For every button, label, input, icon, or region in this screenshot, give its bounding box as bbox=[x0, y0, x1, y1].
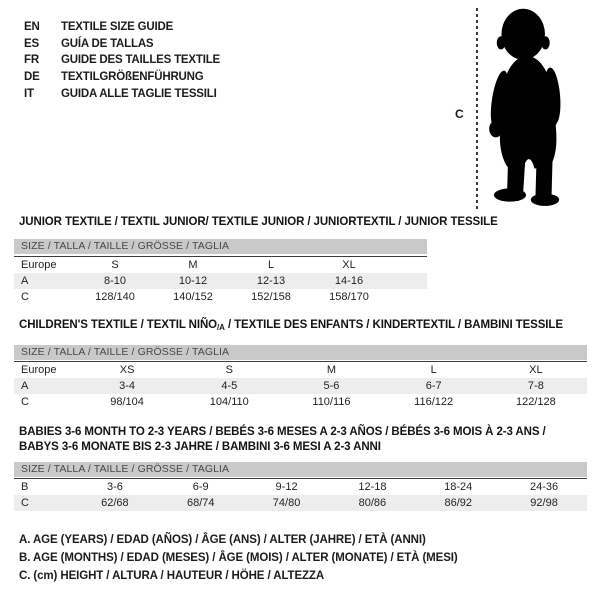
language-row bbox=[24, 19, 220, 36]
size-value-cell: 110/116 bbox=[312, 395, 351, 408]
children-size-table bbox=[14, 361, 587, 410]
size-value-cell: L bbox=[267, 258, 275, 271]
size-value-cell: 6-7 bbox=[383, 378, 485, 394]
size-value-cell: 12-18 bbox=[358, 480, 387, 493]
guide-title: GUÍA DE TALLAS bbox=[61, 37, 154, 50]
row-label-cell: C bbox=[21, 290, 29, 303]
size-value-cell: 4-5 bbox=[178, 378, 280, 394]
junior-size-table bbox=[14, 256, 427, 305]
size-value-cell: M bbox=[326, 363, 337, 376]
size-value-cell: 122/128 bbox=[515, 395, 556, 408]
size-value-cell: S bbox=[111, 258, 119, 271]
toddler-silhouette bbox=[484, 5, 570, 213]
height-measure-label: C bbox=[455, 107, 464, 121]
size-value-cell: XL bbox=[529, 363, 543, 376]
guide-title: GUIDA ALLE TAGLIE TESSILI bbox=[61, 87, 217, 100]
note-height-cm: C. (cm) HEIGHT / ALTURA / HAUTEUR / HÖHE / ALTEZZA bbox=[19, 570, 325, 582]
junior-section-title: JUNIOR TEXTILE / TEXTIL JUNIOR/ TEXTILE JUNIOR / JUNIORTEXTIL / JUNIOR TESSILE bbox=[19, 216, 498, 228]
babies-size-header-bar: SIZE / TALLA / TAILLE / GRÖSSE / TAGLIA bbox=[14, 462, 587, 477]
language-row bbox=[24, 36, 220, 53]
row-label-cell: Europe bbox=[21, 258, 57, 271]
children-title-subscript: /A bbox=[217, 323, 225, 332]
children-title-text: CHILDREN'S TEXTILE / TEXTIL NIÑO bbox=[19, 319, 218, 331]
size-value-cell: 74/80 bbox=[244, 495, 330, 511]
filler-cell bbox=[388, 273, 427, 289]
size-table-row bbox=[14, 479, 587, 495]
size-table-row bbox=[14, 378, 587, 394]
size-value-cell: XL bbox=[342, 258, 356, 271]
height-measure-dotted-line bbox=[476, 8, 478, 210]
size-value-cell: S bbox=[225, 363, 233, 376]
size-value-cell: 5-6 bbox=[280, 378, 382, 394]
size-value-cell: 10-12 bbox=[154, 273, 232, 289]
babies-section-title-line1: BABIES 3-6 MONTH TO 2-3 YEARS / BEBÉS 3-6 MESES A 2-3 AÑOS / BÉBÉS 3-6 MOIS À 2-3 ANS / bbox=[19, 426, 546, 438]
size-value-cell: 152/158 bbox=[251, 290, 291, 303]
language-code: DE bbox=[24, 71, 40, 84]
language-code: EN bbox=[24, 21, 40, 33]
size-value-cell: L bbox=[430, 363, 437, 376]
size-value-cell: 98/104 bbox=[110, 395, 144, 408]
language-code: ES bbox=[24, 37, 39, 50]
children-title-text: / TEXTILE DES ENFANTS / KINDERTEXTIL / BAMBINI TESSILE bbox=[224, 319, 563, 331]
size-value-cell: 8-10 bbox=[76, 273, 154, 289]
size-value-cell: 68/74 bbox=[158, 495, 244, 511]
size-value-cell: XS bbox=[119, 363, 135, 376]
size-value-cell: 12-13 bbox=[232, 273, 310, 289]
babies-size-table bbox=[14, 478, 587, 511]
children-size-header-bar: SIZE / TALLA / TAILLE / GRÖSSE / TAGLIA bbox=[14, 345, 587, 360]
size-table-row bbox=[14, 273, 427, 289]
row-label-cell: C bbox=[14, 495, 72, 511]
filler-cell bbox=[388, 289, 427, 305]
size-value-cell: 18-24 bbox=[444, 480, 473, 493]
children-section-title bbox=[19, 319, 563, 332]
row-label-cell: C bbox=[21, 395, 29, 408]
row-label-cell: Europe bbox=[21, 363, 57, 376]
size-table-row bbox=[14, 394, 587, 410]
babies-section-title-line2: BABYS 3-6 MONATE BIS 2-3 JAHRE / BAMBINI 3-6 MESI A 2-3 ANNI bbox=[19, 441, 381, 453]
size-value-cell: M bbox=[188, 258, 198, 271]
note-age-months: B. AGE (MONTHS) / EDAD (MESES) / ÂGE (MOIS) / ALTER (MONATE) / ETÀ (MESI) bbox=[19, 552, 458, 564]
size-value-cell: 62/68 bbox=[72, 495, 158, 511]
junior-size-header-bar: SIZE / TALLA / TAILLE / GRÖSSE / TAGLIA bbox=[14, 239, 427, 254]
size-value-cell: 14-16 bbox=[310, 273, 388, 289]
size-value-cell: 86/92 bbox=[415, 495, 501, 511]
size-value-cell: 6-9 bbox=[192, 480, 209, 493]
size-table-row bbox=[14, 362, 587, 378]
language-row bbox=[24, 69, 220, 86]
filler-cell bbox=[388, 257, 427, 273]
size-table-row bbox=[14, 289, 427, 305]
size-table-row bbox=[14, 495, 587, 511]
guide-title: GUIDE DES TAILLES TEXTILE bbox=[61, 54, 220, 67]
size-value-cell: 24-36 bbox=[530, 480, 559, 493]
size-value-cell: 92/98 bbox=[501, 495, 587, 511]
language-title-list bbox=[24, 19, 220, 103]
size-value-cell: 116/122 bbox=[414, 395, 454, 408]
language-row bbox=[24, 52, 220, 69]
size-value-cell: 128/140 bbox=[95, 290, 135, 303]
size-value-cell: 80/86 bbox=[329, 495, 415, 511]
size-value-cell: 140/152 bbox=[173, 290, 213, 303]
row-label-cell: B bbox=[21, 480, 29, 493]
size-table-row bbox=[14, 257, 427, 273]
row-label-cell: A bbox=[14, 273, 76, 289]
size-value-cell: 158/170 bbox=[329, 290, 369, 303]
size-value-cell: 3-4 bbox=[76, 378, 178, 394]
language-row bbox=[24, 86, 220, 103]
guide-title: TEXTILGRÖßENFÜHRUNG bbox=[61, 71, 204, 84]
size-value-cell: 7-8 bbox=[485, 378, 587, 394]
size-value-cell: 104/110 bbox=[209, 395, 249, 408]
size-value-cell: 3-6 bbox=[106, 480, 123, 493]
language-code: IT bbox=[24, 87, 34, 100]
language-code: FR bbox=[24, 54, 39, 67]
note-age-years: A. AGE (YEARS) / EDAD (AÑOS) / ÂGE (ANS) / ALTER (JAHRE) / ETÀ (ANNI) bbox=[19, 534, 426, 546]
guide-title: TEXTILE SIZE GUIDE bbox=[61, 21, 174, 33]
size-value-cell: 9-12 bbox=[275, 480, 298, 493]
row-label-cell: A bbox=[14, 378, 76, 394]
